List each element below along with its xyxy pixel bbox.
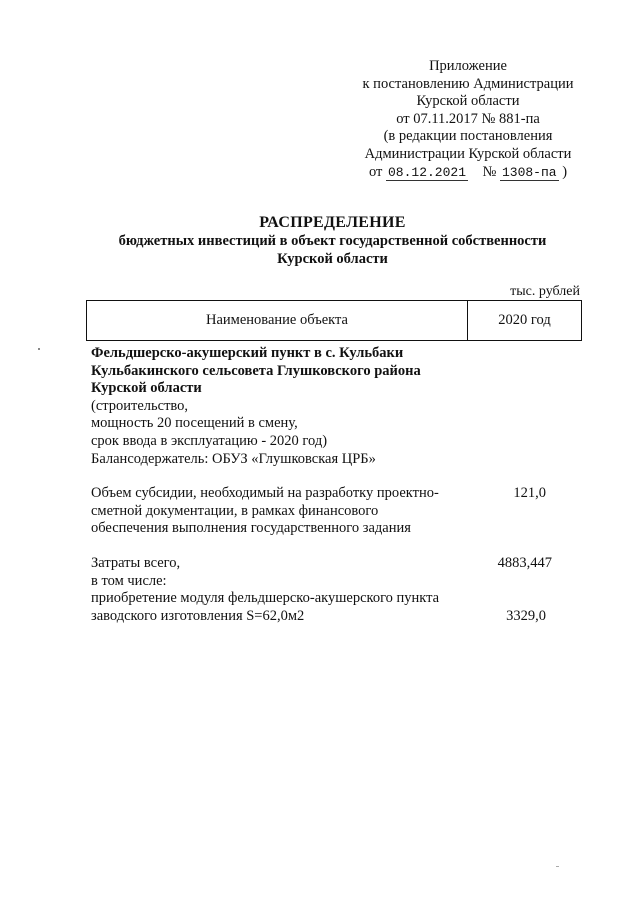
object-detail-line: Балансодержатель: ОБУЗ «Глушковская ЦРБ» [91, 450, 376, 467]
row-text-line: обеспечения выполнения государственного задания [91, 520, 411, 537]
row-subsidy-value: 121,0 [513, 485, 546, 501]
appendix-line: от 07.11.2017 № 881-па [396, 110, 540, 127]
appendix-line: Администрации Курской области [364, 145, 572, 162]
document-title [60, 214, 605, 268]
appendix-line: Курской области [416, 93, 520, 110]
appendix-line: к постановлению Администрации [362, 75, 574, 92]
row-total-value: 4883,447 [497, 555, 552, 571]
title-main: РАСПРЕДЕЛЕНИЕ [259, 214, 406, 231]
edition-number: 1308-па [501, 164, 557, 180]
edition-prefix: от [368, 163, 383, 180]
edition-line [369, 164, 567, 180]
object-description [91, 345, 481, 468]
header-year-col: 2020 год [498, 312, 551, 328]
header-name-col: Наименование объекта [87, 301, 468, 340]
row-module-text [91, 590, 481, 625]
row-subsidy-text [91, 485, 481, 538]
row-text-line: в том числе: [91, 572, 167, 589]
appendix-line: Приложение [429, 58, 507, 74]
row-text-line: Объем субсидии, необходимый на разработку проектно- [91, 485, 439, 501]
edition-number-prefix: № [482, 163, 497, 180]
row-text-line: заводского изготовления S=62,0м2 [91, 607, 305, 624]
row-text-line: сметной документации, в рамках финансового [91, 502, 379, 519]
edition-close: ) [562, 163, 568, 180]
row-text-line: приобретение модуля фельдшерско-акушерского пункта [91, 590, 440, 606]
object-detail-line: мощность 20 посещений в смену, [91, 415, 298, 432]
title-sub-line2: Курской области [277, 251, 388, 267]
scan-speck [38, 348, 40, 350]
appendix-block [348, 58, 588, 181]
units-label: тыс. рублей [510, 284, 580, 299]
appendix-line: (в редакции постановления [383, 128, 553, 145]
object-name-line: Курской области [91, 380, 202, 397]
scan-speck [556, 866, 559, 867]
object-name-line: Фельдшерско-акушерский пункт в с. Кульбаки [91, 345, 404, 361]
row-module-value: 3329,0 [506, 608, 546, 624]
object-detail-line: (строительство, [91, 397, 189, 414]
title-sub-line1: бюджетных инвестиций в объект государственной собственности [118, 233, 547, 249]
row-total-text [91, 555, 481, 590]
row-text-line: Затраты всего, [91, 555, 181, 571]
edition-date: 08.12.2021 [387, 164, 466, 180]
table-header [86, 300, 582, 341]
object-name-line: Кульбакинского сельсовета Глушковского района [91, 362, 421, 379]
object-detail-line: срок ввода в эксплуатацию - 2020 год) [91, 432, 328, 449]
